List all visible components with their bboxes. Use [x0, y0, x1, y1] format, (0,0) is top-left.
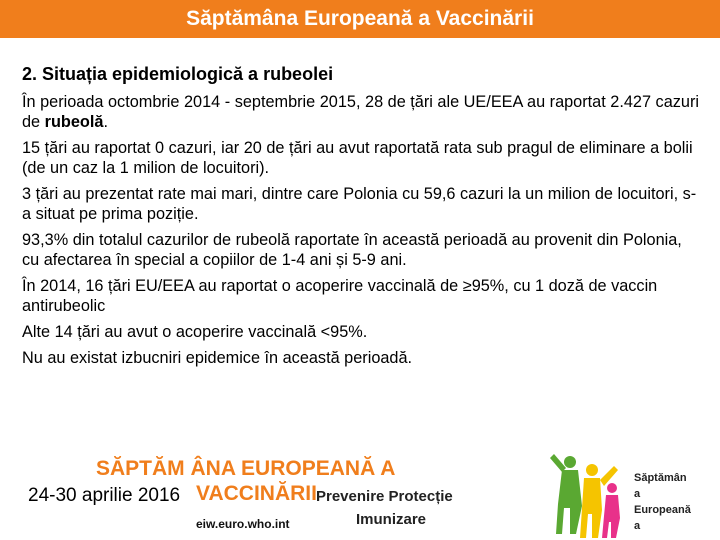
vaccination-week-logo-icon — [548, 448, 628, 540]
side-text-line: a — [634, 488, 641, 500]
paragraph-5: În 2014, 16 țări EU/EEA au raportat o acoperire vaccinală de ≥95%, cu 1 doză de vaccin antirubeolic — [22, 277, 658, 315]
paragraph-1-bold: rubeolă — [44, 113, 104, 131]
paragraph-6: Alte 14 țări au avut o acoperire vaccinală <95%. — [22, 323, 368, 341]
paragraph-1-text: În perioada octombrie 2014 - septembrie 2015, 28 de țări ale UE/EEA au raportat 2.427 cazuri de — [22, 93, 699, 131]
slide-title: Săptămâna Europeană a Vaccinării — [186, 7, 534, 30]
side-text-line: a — [634, 520, 641, 532]
side-campaign-text — [634, 470, 718, 534]
campaign-title-line2: VACCINĂRII — [196, 482, 317, 505]
campaign-url: eiw.euro.who.int — [196, 517, 290, 531]
side-text-line: Europeană — [634, 504, 691, 516]
side-text-line: Săptămân — [634, 472, 687, 484]
paragraph-3: 3 țări au prezentat rate mai mari, dintre care Polonia cu 59,6 cazuri la un milion de locuitori, s-a situat pe prima poziție. — [22, 185, 697, 223]
slide-content — [22, 63, 702, 374]
paragraph-7: Nu au existat izbucniri epidemice în această perioadă. — [22, 349, 413, 367]
paragraph-1 — [22, 92, 702, 132]
paragraph-4: 93,3% din totalul cazurilor de rubeolă raportate în această perioadă au provenit din Polonia, cu afectarea în special a copiilor de 1-4 ani și 5-9 ani. — [22, 231, 682, 269]
section-heading: 2. Situația epidemiologică a rubeolei — [22, 64, 334, 84]
campaign-tags: Prevenire Protecție — [316, 488, 453, 505]
logo-figure-green — [550, 454, 582, 534]
paragraph-2: 15 țări au raportat 0 cazuri, iar 20 de țări au avut raportată rata sub pragul de eliminare a bolii (de un caz la 1 milion de locuitori). — [22, 139, 693, 177]
header-bar — [0, 0, 720, 38]
campaign-title-line1: SĂPTĂM ÂNA EUROPEANĂ A — [96, 457, 396, 480]
logo-figure-pink — [602, 483, 620, 538]
campaign-date: 24-30 aprilie 2016 — [28, 485, 181, 506]
campaign-tag-imunizare: Imunizare — [356, 511, 427, 528]
paragraph-1-end: . — [103, 113, 108, 131]
